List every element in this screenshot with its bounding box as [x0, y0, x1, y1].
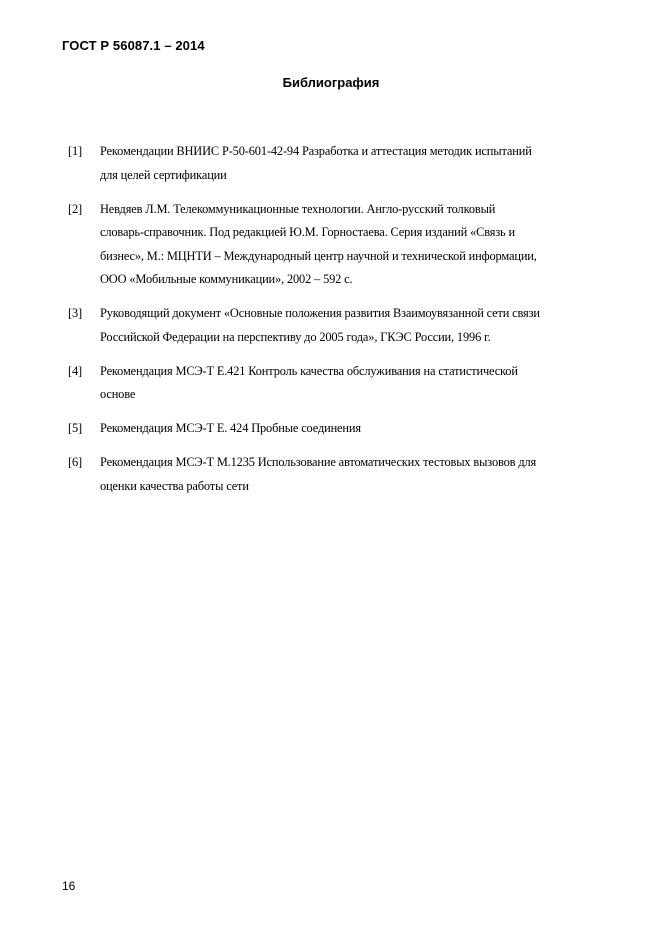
bibliography-list	[68, 140, 598, 509]
entry-number: [3]	[68, 306, 82, 320]
page-title: Библиография	[282, 75, 380, 90]
bibliography-entry	[68, 140, 598, 187]
entry-text	[100, 451, 598, 498]
entry-number: [6]	[68, 455, 82, 469]
bibliography-entry	[68, 417, 598, 441]
entry-line: Рекомендация МСЭ-Т М.1235 Использование автоматических тестовых вызовов для	[100, 455, 537, 469]
bibliography-entry	[68, 360, 598, 407]
entry-number: [1]	[68, 144, 82, 158]
entry-number: [2]	[68, 201, 82, 216]
entry-line: бизнес», М.: МЦНТИ – Международный центр научной и технической информации,	[100, 248, 537, 263]
bibliography-entry	[68, 451, 598, 498]
entry-line: словарь-справочник. Под редакцией Ю.М. Горностаева. Серия изданий «Связь и	[100, 225, 515, 239]
page-number: 16	[62, 879, 76, 893]
entry-line: Рекомендация МСЭ-Т E. 424 Пробные соединения	[100, 421, 361, 435]
entry-line: основе	[100, 387, 136, 401]
entry-text	[100, 302, 598, 349]
entry-line: ООО «Мобильные коммуникации», 2002 – 592 с.	[100, 272, 353, 286]
document-code: ГОСТ Р 56087.1 – 2014	[62, 38, 205, 53]
entry-line: Рекомендации ВНИИС Р-50-601-42-94 Разработка и аттестация методик испытаний	[100, 144, 532, 158]
entry-line: Российской Федерации на перспективу до 2005 года», ГКЭС России, 1996 г.	[100, 329, 491, 344]
entry-text	[100, 140, 598, 187]
entry-text	[100, 417, 598, 441]
entry-number: [5]	[68, 421, 82, 435]
entry-line: Невдяев Л.М. Телекоммуникационные технологии. Англо-русский толковый	[100, 201, 496, 216]
entry-line: Рекомендация МСЭ-Т E.421 Контроль качества обслуживания на статистической	[100, 363, 518, 378]
entry-line: Руководящий документ «Основные положения развития Взаимоувязанной сети связи	[100, 306, 540, 320]
entry-line: для целей сертификации	[100, 167, 227, 182]
entry-line: оценки качества работы сети	[100, 478, 249, 493]
entry-text	[100, 198, 598, 292]
entry-number: [4]	[68, 363, 82, 378]
bibliography-entry	[68, 302, 598, 349]
entry-text	[100, 360, 598, 407]
bibliography-entry	[68, 198, 598, 292]
